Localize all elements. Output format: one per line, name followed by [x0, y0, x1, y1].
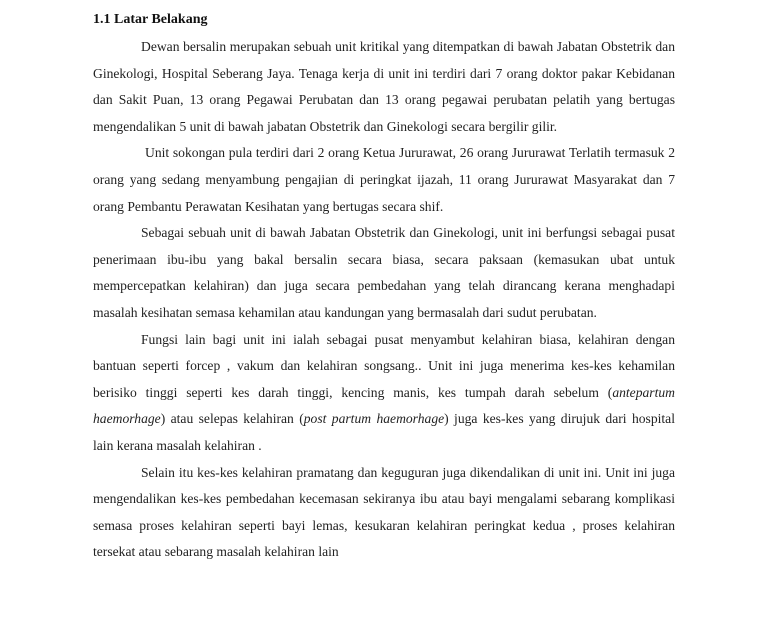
paragraph-2: Unit sokongan pula terdiri dari 2 orang Ketua Jururawat, 26 orang Jururawat Terlatih termasuk 2 orang yang sedang menyambung pengajian di peringkat ijazah, 11 orang Jururawat Masyarakat dan 7 orang Pembantu Perawatan Kesihatan yang bertugas secara shif. — [93, 145, 675, 214]
paragraph-4-text-3: ) juga kes-kes yang dirujuk dari hospital lain kerana masalah kelahiran . — [93, 411, 675, 453]
paragraph-4-text-2: ) atau selepas kelahiran ( — [160, 411, 304, 427]
paragraph-4-italic-1: antepartum haemorhage — [93, 384, 675, 427]
document-page — [93, 8, 675, 566]
paragraph-4 — [93, 327, 675, 460]
paragraph-1: Dewan bersalin merupakan sebuah unit kritikal yang ditempatkan di bawah Jabatan Obstetrik dan Ginekologi, Hospital Seberang Jaya. Tenaga kerja di unit ini terdiri dari 7 orang doktor pakar Kebidanan dan Sakit Puan, 13 orang Pegawai Perubatan dan 13 orang pegawai perubatan pelatih yang bertugas mengendalikan 5 unit di bawah jabatan Obstetrik dan Ginekologi secara bergilir gilir. — [93, 39, 675, 134]
paragraph-5: Selain itu kes-kes kelahiran pramatang dan keguguran juga dikendalikan di unit ini. Unit ini juga mengendalikan kes-kes pembedahan kecemasan sekiranya ibu atau bayi mengalami sebarang komplikasi semasa proses kelahiran seperti bayi lemas, kesukaran kelahiran peringkat kedua , proses kelahiran tersekat atau sebarang masalah kelahiran lain — [93, 464, 675, 560]
section-heading: 1.1 Latar Belakang — [93, 12, 208, 27]
paragraph-3: Sebagai sebuah unit di bawah Jabatan Obstetrik dan Ginekologi, unit ini berfungsi sebagai pusat penerimaan ibu-ibu yang bakal bersalin secara biasa, secara paksaan (kemasukan ubat untuk mempercepatkan kelahiran) dan juga secara pembedahan yang telah dirancang kerana menghadapi masalah kesihatan semasa kehamilan atau kandungan yang bermasalah dari sudut perubatan. — [93, 225, 675, 320]
paragraph-4-italic-2: post partum haemorhage — [303, 411, 445, 427]
paragraph-4-text-1: Fungsi lain bagi unit ini ialah sebagai pusat menyambut kelahiran biasa, kelahiran dengan bantuan seperti forcep , vakum dan kelahiran songsang.. Unit ini juga menerima kes-kes kehamilan berisiko tinggi seperti kes darah tinggi, kencing manis, kes tumpah darah sebelum ( — [93, 331, 675, 400]
